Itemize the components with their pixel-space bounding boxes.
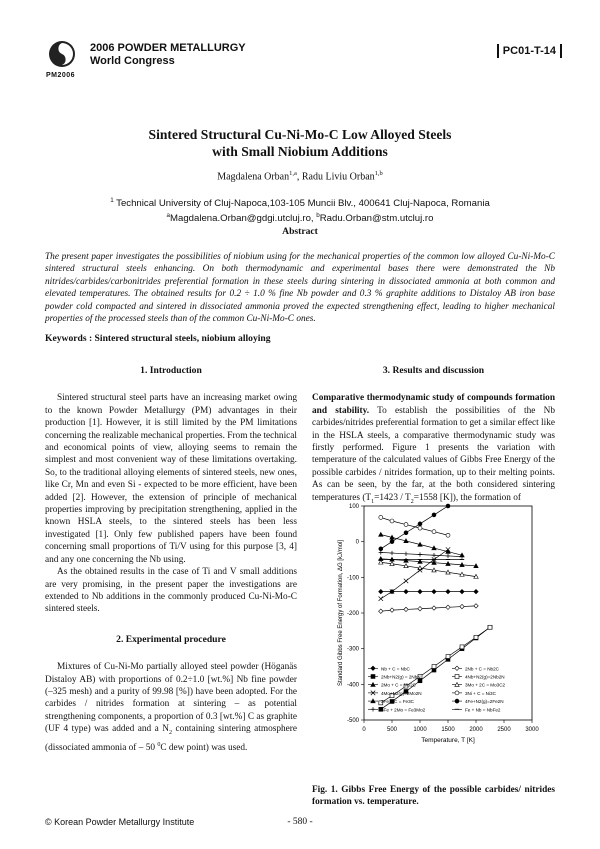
x-tick-label: 1000	[413, 727, 427, 733]
keywords: Keywords : Sintered structural steels, niobium alloying	[45, 333, 271, 344]
data-point	[432, 589, 436, 593]
x-tick-label: 1500	[441, 727, 455, 733]
legend-entry: 2Nb+N2(g) = 2NbN	[381, 674, 421, 680]
data-point	[432, 665, 436, 669]
data-point	[460, 604, 464, 608]
legend-entry: 3Fe + C = Fe3C	[381, 699, 414, 705]
logo-year: PM2006	[46, 72, 76, 79]
legend-entry: Nb + C = NbC	[381, 666, 410, 672]
affiliation: $^1$ Technical University of Cluj-Napoca,103-105 Muncii Blv., 400641 Cluj-Napoca, Romania $^a$Magdalena.Orban@gdgi.utcluj.ro, $^b$Radu.Orban@stm.utcluj.ro	[110, 197, 490, 225]
abstract-heading: Abstract	[282, 226, 318, 237]
data-point	[446, 554, 450, 558]
left-column	[45, 365, 297, 755]
legend-marker	[455, 666, 459, 670]
data-point	[404, 523, 408, 527]
data-point	[418, 589, 422, 593]
footer-copyright: © Korean Powder Metallurgy Institute	[45, 817, 195, 827]
section-2-heading: 2. Experimental procedure	[116, 633, 226, 645]
data-point	[432, 606, 436, 610]
event-name: 2006 POWDER METALLURGY World Congress	[90, 42, 246, 67]
legend-entry: 4Nb+N2(g)=2Nb2N	[465, 674, 505, 680]
abstract-text: The present paper investigates the possibilities of niobium using for the mechanical properties of the common low alloyed Cu-Ni-Mo-C sintered structural steels enhancing. On both thermodynamic and experimental bases there were demonstrated the Nb nitrides/carbides/carbonitrides preferential formation in these steels during sintering in dissociated ammonia at both common and elevated temperatures. The obtained results for 0.2 ÷ 1.0 % fine Nb powder and 0.3 % graphite additions to Distaloy AB iron base powder cold compacted and sintered in dissociated ammonia proved the expected strengthening effect, leading to higher mechanical properties of the processed steels than of the common Cu-Ni-Mo-C ones.	[45, 252, 555, 325]
experimental-paragraph: Mixtures of Cu-Ni-Mo partially alloyed steel powder (Höganäs Distaloy AB) with proportions of 0.2÷1.0 [wt.%] Nb fine powder (–325 mesh) and a purity of 99.98 [%]) have been adopted. For the carbides / nitrides formation at sintering – as potential strengthening components, a proportion of 0.3 [wt.%] C as graphite (UF 4 type) was added and a $N_2$ containing sintering atmosphere (dissociated ammonia of – 50 $^0$C dew point) was used.	[45, 662, 298, 754]
data-point	[474, 589, 478, 593]
y-tick-label: -100	[346, 575, 359, 582]
data-point	[418, 607, 422, 611]
y-tick-label: 0	[355, 539, 359, 546]
figure-caption: Fig. 1. Gibbs Free Energy of the possible carbides/ nitrides formation vs. temperature.	[312, 785, 555, 808]
results-paragraph: Comparative thermodynamic study of compounds formation and stability. To establish the possibilities of the Nb carbides/nitrides preferential formation to get a similar effect like in the HSLA steels, a comparative thermodynamic study was firstly performed. Figure 1 presents the variation with temperature of the calculated values of Gibbs Free Energy of the possible carbides / nitrides formation, up to their melting points. As can be seen, by the far, at the both considered sintering temperatures ($T_1=1423 / T_2=1558$ [K]), the formation of	[312, 393, 555, 505]
data-point	[446, 589, 450, 593]
x-tick-label: 2000	[469, 727, 483, 733]
y-tick-label: -200	[346, 611, 359, 617]
legend-entry: 2Mo + C = Mo2C	[381, 682, 416, 688]
y-tick-label: 100	[348, 504, 359, 510]
paper-title: Sintered Structural Cu-Ni-Mo-C Low Alloyed Steels with Small Niobium Additions	[148, 127, 452, 159]
data-point	[460, 645, 464, 649]
legend-marker	[371, 666, 375, 670]
data-point	[432, 513, 436, 517]
authors: Magdalena Orban$^{1,a}$, Radu Liviu Orban$^{1,b}$	[217, 170, 383, 183]
legend-entry: 2Nb + C = Nb2C	[465, 666, 499, 672]
legend-entry: 4Mo+N2(g)=2Mo2N	[381, 690, 422, 696]
legend-entry: 3Mo + 2C = Mo3C2	[465, 682, 506, 688]
congress-logo	[48, 40, 76, 68]
intro-paragraph-1: Sintered structural steel parts have an increasing market owing to the known Powder Metallurgy (PM) advantages in their production [1]. However, it is still limited by the PM limitations concerning the realizable mechanical properties. From the technical and economical points of view, alloying seems to remain the simplest and most convenient way of these limitations overtaking. So, to the traditional alloying elements of sintered steels, new ones, like Cr, Mn and even Si - expected to be more efficient, have been added [2]. However, the extension of principle of mechanical properties improving by precipitation strengthening, applied in the known HSLA steels, to the sintered steels has been less investigated [1]. Only few published papers have been found concerning small proportions of Ti/V using for this purpose [3, 4] and any one concerning the Nb using.	[45, 393, 297, 565]
data-point	[404, 552, 408, 556]
data-point	[379, 609, 383, 613]
paper-code: PC01-T-14	[497, 44, 562, 58]
data-point	[404, 579, 408, 583]
section-1-heading: 1. Introduction	[140, 365, 202, 376]
data-point	[390, 519, 394, 523]
y-tick-label: -300	[346, 646, 359, 653]
data-point	[446, 655, 450, 659]
data-point	[404, 531, 408, 535]
right-column	[312, 365, 555, 508]
data-point	[404, 589, 408, 593]
data-point	[432, 530, 436, 534]
data-point	[390, 551, 394, 555]
data-point	[460, 589, 464, 593]
x-tick-label: 3000	[525, 727, 539, 733]
legend-marker	[455, 675, 459, 679]
x-tick-label: 2500	[497, 727, 511, 733]
data-point	[446, 605, 450, 609]
y-axis-label: Standard Gibbs Free Energy of Formation, ΔG [kJ/mol]	[338, 539, 344, 687]
x-axis-label: Temperature, T [K]	[421, 737, 475, 744]
data-point	[379, 597, 383, 601]
y-tick-label: -400	[346, 682, 359, 689]
data-point	[379, 589, 383, 593]
intro-paragraph-2: As the obtained results in the case of Ti and V small additions are very promising, in the present paper the investigations are extended to Nb additions in the commonly produced Cu-Ni-Mo-C sintered steels.	[45, 567, 297, 615]
legend-entry: 3Fe + 2Mo = Fe3Mo2	[381, 707, 426, 713]
legend-entry: 4Fe+N2(g)=2Fe2N	[465, 699, 504, 705]
legend-marker	[371, 675, 375, 679]
data-point	[404, 607, 408, 611]
data-point	[418, 522, 422, 526]
legend-entry: Fe + Nb = NbFe2	[465, 707, 501, 713]
plot-frame	[364, 506, 532, 720]
data-point	[379, 515, 383, 519]
legend-entry: 3Ni + C = Ni3C	[465, 690, 496, 696]
data-point	[418, 552, 422, 556]
x-tick-label: 0	[362, 727, 366, 733]
gibbs-energy-chart	[330, 498, 540, 773]
legend-marker	[455, 691, 459, 695]
section-3-heading: 3. Results and discussion	[382, 365, 485, 376]
data-point	[379, 532, 383, 536]
data-point	[488, 625, 492, 629]
data-point	[379, 550, 383, 554]
legend-marker	[455, 699, 459, 703]
data-point	[446, 504, 450, 508]
data-point	[474, 604, 478, 608]
legend-marker	[371, 707, 375, 711]
data-point	[474, 635, 478, 639]
x-tick-label: 500	[386, 727, 398, 733]
data-point	[390, 608, 394, 612]
page-number: - 580 -	[287, 817, 313, 827]
data-point	[418, 526, 422, 530]
y-tick-label: -500	[346, 718, 359, 724]
data-point	[446, 533, 450, 537]
data-point	[432, 553, 436, 557]
data-point	[390, 540, 394, 544]
